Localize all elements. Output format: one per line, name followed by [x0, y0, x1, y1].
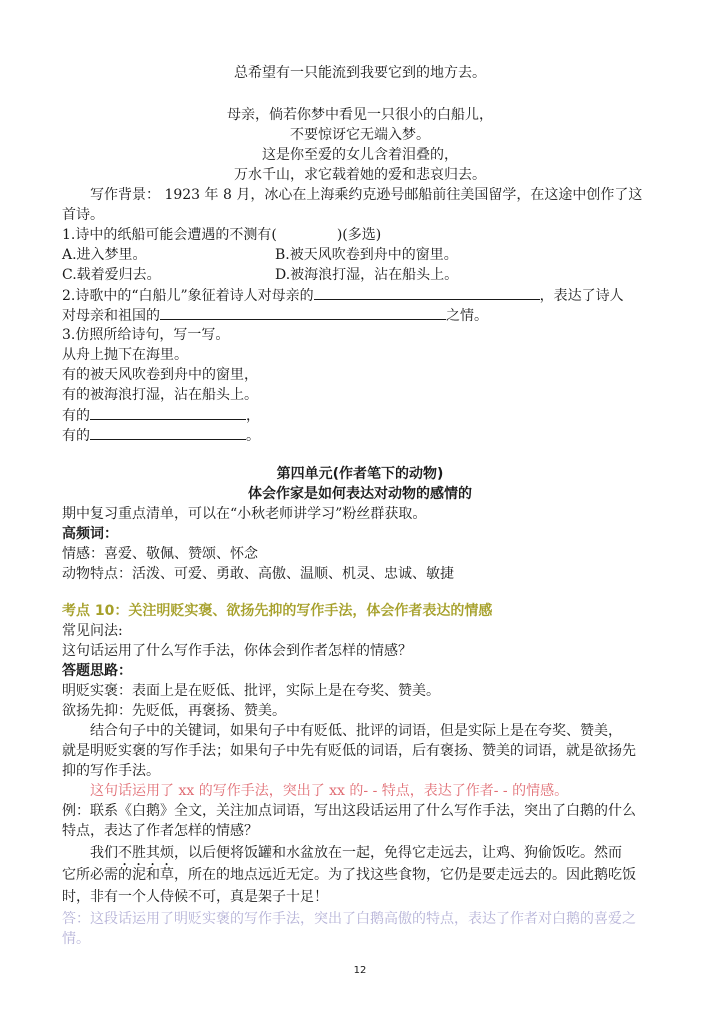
question-1	[62, 224, 658, 246]
question-1-suffix: )(多选)	[336, 227, 382, 243]
passage-line-2: 它所必需的泥和草，所在的地点远近无定。为了找这些食物，它仍是要走远去的。因此鹅吃饭	[62, 867, 636, 883]
animal-traits: 动物特点：活泼、可爱、勇敢、高傲、温顺、机灵、忠诚、敏捷	[62, 566, 454, 582]
question-2-blank-1[interactable]	[314, 284, 540, 300]
approach-label: 答题思路：	[62, 663, 132, 679]
question-3-line-5-prefix: 有的	[62, 428, 90, 444]
passage-pre: 我们	[90, 845, 118, 861]
method-praise-in-criticism: 明贬实褒：表面上是在贬低、批评，实际上是在夸奖、赞美。	[62, 683, 440, 699]
option-d: D.被海浪打湿，沾在船头上。	[275, 267, 459, 283]
question-3-line-3: 有的被海浪打湿，沾在船头上。	[62, 387, 258, 403]
question-3-blank-2[interactable]	[90, 424, 246, 440]
poem-line-2: 母亲，倘若你梦中看见一只很小的白船儿，	[227, 107, 493, 123]
dotted-phrase: 不胜其烦	[118, 845, 174, 861]
emotion-words: 情感：喜爱、敬佩、赞颂、怀念	[62, 546, 258, 562]
method-suppress-then-praise: 欲扬先抑：先贬低，再褒扬、赞美。	[62, 703, 286, 719]
poem-line-4: 这是你至爱的女儿含着泪叠的，	[262, 147, 458, 163]
option-c: C.载着爱归去。	[62, 267, 161, 283]
poem-line-5: 万水千山，求它载着她的爱和悲哀归去。	[234, 167, 486, 183]
options-row-1	[62, 244, 658, 266]
high-frequency-label: 高频词：	[62, 526, 118, 542]
unit-title: 第四单元(作者笔下的动物)	[276, 466, 444, 482]
unit-subtitle: 体会作家是如何表达对动物的感情的	[248, 486, 472, 502]
poem-line-3: 不要惊讶它无端入梦。	[290, 127, 430, 143]
question-2-part-3: 对母亲和祖国的	[62, 308, 160, 324]
option-b: B.被天风吹卷到舟中的窗里。	[275, 247, 458, 263]
question-3-line-5	[62, 424, 658, 447]
question-2-part-4: 之情。	[446, 308, 488, 324]
option-a: A.进入梦里。	[62, 247, 147, 263]
question-3-line-2: 有的被天风吹卷到舟中的窗里，	[62, 367, 258, 383]
answer-line-2: 情。	[62, 931, 90, 947]
poem-line-1: 总希望有一只能流到我要它到的地方去。	[234, 65, 486, 81]
options-row-2	[62, 264, 658, 286]
question-2-part-2: ，表达了诗人	[539, 288, 624, 304]
page-number: 12	[353, 965, 367, 976]
question-3-line-4-suffix: ，	[246, 408, 260, 424]
example-question-line-1: 例：联系《白鹅》全文，关注加点词语，写出这段话运用了什么写作手法，突出了白鹅的什么	[62, 803, 636, 819]
question-3-title: 3.仿照所给诗句，写一写。	[62, 327, 230, 343]
intro-text: 期中复习重点清单，可以在“小秋老师讲学习”粉丝群获取。	[62, 506, 427, 522]
question-2-part-1: 2.诗歌中的“白船儿”象征着诗人对母亲的	[62, 288, 314, 304]
question-2-blank-2[interactable]	[160, 304, 446, 320]
common-question-label: 常见问法:	[62, 623, 123, 639]
example-question-line-2: 特点，表达了作者怎样的情感？	[62, 823, 258, 839]
explanation-line-1: 结合句子中的关键词，如果句子中有贬低、批评的词语，但是实际上是在夸奖、赞美，	[90, 723, 622, 739]
explanation-line-2: 就是明贬实褒的写作手法；如果句子中先有贬低的词语，后有褒扬、赞美的词语，就是欲扬先	[62, 743, 636, 759]
common-question: 这句话运用了什么写作手法，你体会到作者怎样的情感？	[62, 643, 412, 659]
question-1-prefix: 1.诗中的纸船可能会遭遇的不测有(	[62, 227, 277, 243]
answer-template: 这句话运用了 xx 的写作手法，突出了 xx 的- - 特点，表达了作者- - 的情感。	[90, 783, 569, 799]
writing-background-cont: 首诗。	[62, 207, 104, 223]
question-3-line-4-prefix: 有的	[62, 408, 90, 424]
question-3-blank-1[interactable]	[90, 404, 246, 420]
question-3-line-5-suffix: 。	[246, 428, 260, 444]
passage-line-3: 时，非有一个人侍候不可，真是架子十足！	[62, 889, 328, 905]
answer-line-1: 答：这段话运用了明贬实褒的写作手法，突出了白鹅高傲的特点，表达了作者对白鹅的喜爱之	[62, 911, 636, 927]
passage-post: ，以后便将饭罐和水盆放在一起，免得它走远去，让鸡、狗偷饭吃。然而	[174, 845, 622, 861]
writing-background: 写作背景： 1923 年 8 月，冰心在上海乘约克逊号邮船前往美国留学，在这途中创作了这	[90, 187, 643, 203]
question-3-line-1: 从舟上抛下在海里。	[62, 347, 188, 363]
explanation-line-3: 抑的写作手法。	[62, 763, 160, 779]
exam-point-10: 考点 10：关注明贬实褒、欲扬先抑的写作手法，体会作者表达的情感	[62, 603, 493, 619]
